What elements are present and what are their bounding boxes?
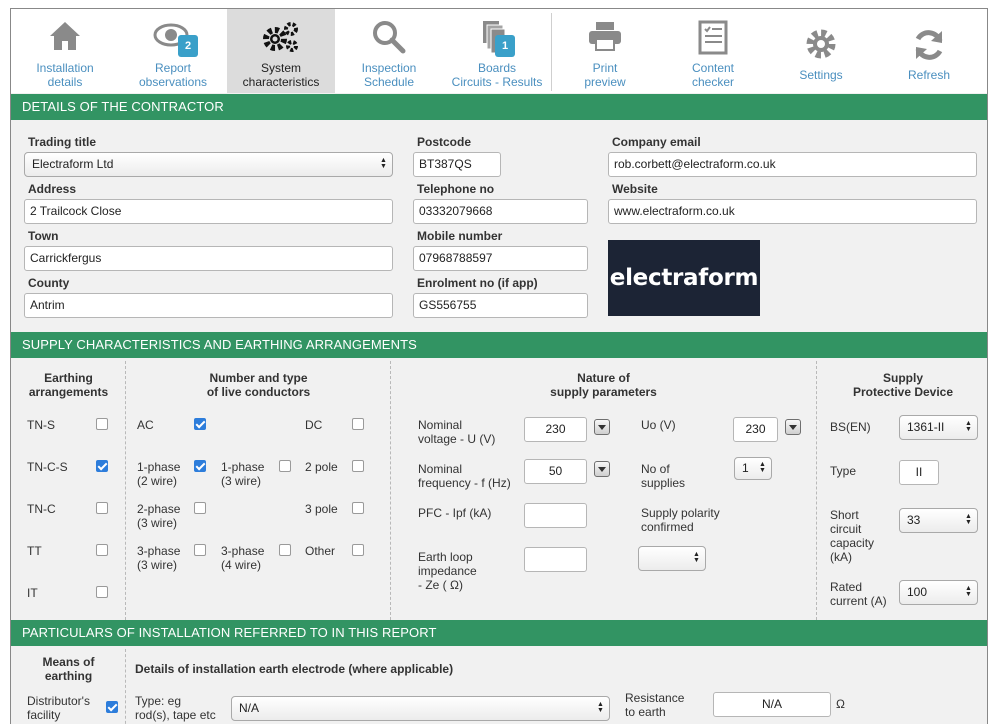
toolbar-label: Settings <box>799 68 843 82</box>
company-email-field[interactable]: rob.corbett@electraform.co.uk <box>608 152 977 177</box>
label-line: circuit <box>830 522 862 536</box>
toolbar-refresh[interactable] <box>875 9 983 93</box>
one-phase-two-wire-label <box>137 460 180 488</box>
divider <box>125 361 126 620</box>
toolbar-label: Refresh <box>907 68 951 82</box>
label-line: confirmed <box>641 520 694 534</box>
bs-en-value: 1361-II <box>907 420 945 434</box>
three-phase-three-wire-checkbox[interactable] <box>194 544 206 556</box>
earthing-tnc-label: TN-C <box>27 502 56 516</box>
trading-title-select[interactable] <box>24 152 393 177</box>
heading-line: Supply <box>882 371 923 385</box>
toolbar-label: System <box>260 61 301 75</box>
earth-electrode-heading: Details of installation earth electrode (where applicable) <box>135 662 454 676</box>
town-field[interactable]: Carrickfergus <box>24 246 393 271</box>
distributors-facility-checkbox[interactable] <box>106 701 118 713</box>
earthing-tnc-checkbox[interactable] <box>96 502 108 514</box>
website-label: Website <box>612 182 658 196</box>
label-line: (2 wire) <box>137 474 178 488</box>
label-line: (3 wire) <box>137 558 178 572</box>
label-line: (3 wire) <box>137 516 178 530</box>
rated-current-select[interactable] <box>899 580 978 605</box>
label-line: 1-phase <box>137 460 181 474</box>
nominal-frequency-dropdown-button[interactable] <box>594 461 610 477</box>
nominal-frequency-label <box>418 462 511 490</box>
toolbar-label: Inspection <box>361 61 417 75</box>
heading-line: Number and type <box>209 371 308 385</box>
uo-dropdown-button[interactable] <box>785 419 801 435</box>
supply-section-header: SUPPLY CHARACTERISTICS AND EARTHING ARRANGEMENTS <box>11 332 988 358</box>
toolbar-installation-details[interactable] <box>11 9 119 93</box>
select-arrows-icon: ▲ ▼ <box>693 551 700 564</box>
home-icon <box>11 19 119 59</box>
three-pole-label: 3 pole <box>305 502 338 516</box>
short-circuit-capacity-label <box>830 508 874 564</box>
enrolment-field[interactable]: GS556755 <box>413 293 588 318</box>
observations-count-badge: 2 <box>178 35 198 57</box>
contractor-section-header: DETAILS OF THE CONTRACTOR <box>11 94 988 120</box>
earthing-tt-checkbox[interactable] <box>96 544 108 556</box>
eye-icon <box>119 19 227 59</box>
divider <box>816 361 817 620</box>
two-pole-checkbox[interactable] <box>352 460 364 472</box>
dc-checkbox[interactable] <box>352 418 364 430</box>
telephone-field[interactable]: 03332079668 <box>413 199 588 224</box>
label-line: 3-phase <box>137 544 181 558</box>
toolbar-label: Report <box>154 61 192 75</box>
short-circuit-capacity-value: 33 <box>907 513 921 527</box>
heading-line: Nature of <box>577 371 630 385</box>
mobile-label: Mobile number <box>417 229 503 243</box>
label-line: capacity <box>830 536 875 550</box>
trading-title-label: Trading title <box>28 135 97 149</box>
nominal-frequency-field[interactable]: 50 <box>524 459 587 484</box>
toolbar-report-observations[interactable] <box>119 9 227 93</box>
ohm-unit-label: Ω <box>836 697 845 711</box>
main-toolbar <box>11 9 988 93</box>
gear-icon <box>767 27 875 67</box>
select-arrows-icon: ▲ ▼ <box>965 513 972 526</box>
mobile-field[interactable]: 07968788597 <box>413 246 588 271</box>
select-arrows-icon: ▲ ▼ <box>965 585 972 598</box>
toolbar-boards-circuits[interactable] <box>443 9 551 93</box>
printer-icon <box>551 19 659 59</box>
heading-line: earthing <box>44 669 93 683</box>
label-line: (4 wire) <box>221 558 262 572</box>
protective-device-heading <box>817 371 988 399</box>
label-line: 3-phase <box>221 544 265 558</box>
dc-label: DC <box>305 418 323 432</box>
label-line: Rated <box>830 580 863 594</box>
uo-label: Uo (V) <box>641 418 676 432</box>
toolbar-label: preview <box>584 75 626 89</box>
earthing-tncs-checkbox[interactable] <box>96 460 108 472</box>
nominal-voltage-dropdown-button[interactable] <box>594 419 610 435</box>
clipboard-icon <box>659 19 767 59</box>
supply-polarity-select[interactable] <box>638 546 706 571</box>
earthing-tns-label: TN-S <box>27 418 55 432</box>
telephone-label: Telephone no <box>417 182 495 196</box>
label-line: frequency - f (Hz) <box>418 476 511 490</box>
means-of-earthing-heading <box>11 655 126 683</box>
toolbar-label: Schedule <box>363 75 415 89</box>
trading-title-value: Electraform Ltd <box>32 157 114 171</box>
two-phase-three-wire-label <box>137 502 180 530</box>
label-line: Short <box>830 508 859 522</box>
one-phase-three-wire-label <box>221 460 264 488</box>
earthing-it-label: IT <box>27 586 38 600</box>
toolbar-label: Installation <box>36 61 94 75</box>
label-line: Resistance <box>625 691 685 705</box>
toolbar-label: characteristics <box>242 75 320 89</box>
boards-count-badge: 1 <box>495 35 515 57</box>
label-line: Nominal <box>418 418 463 432</box>
heading-line: supply parameters <box>550 385 657 399</box>
pfc-label: PFC - Ipf (kA) <box>418 506 492 520</box>
one-phase-two-wire-checkbox[interactable] <box>194 460 206 472</box>
toolbar-label: Circuits - Results <box>451 75 543 89</box>
no-of-supplies-label <box>641 462 685 490</box>
address-label: Address <box>28 182 77 196</box>
county-field[interactable]: Antrim <box>24 293 393 318</box>
three-phase-four-wire-label <box>221 544 264 572</box>
website-field[interactable]: www.electraform.co.uk <box>608 199 977 224</box>
select-arrows-icon: ▲ ▼ <box>965 420 972 433</box>
distributors-facility-label <box>27 694 90 722</box>
earthing-arrangements-heading <box>11 371 126 399</box>
resistance-to-earth-label <box>625 691 684 719</box>
particulars-section-header: PARTICULARS OF INSTALLATION REFERRED TO IN THIS REPORT <box>11 620 988 646</box>
label-line: - Ze ( Ω) <box>418 578 463 592</box>
label-line: Earth loop <box>418 550 473 564</box>
label-line: rod(s), tape etc <box>135 708 216 722</box>
label-line: (3 wire) <box>221 474 262 488</box>
device-type-label: Type <box>830 464 857 478</box>
toolbar-label: checker <box>691 75 735 89</box>
no-of-supplies-value: 1 <box>742 461 749 475</box>
toolbar-settings[interactable] <box>767 9 875 93</box>
county-label: County <box>28 276 70 290</box>
ac-checkbox[interactable] <box>194 418 206 430</box>
select-arrows-icon: ▲ ▼ <box>380 157 387 170</box>
earthing-it-checkbox[interactable] <box>96 586 108 598</box>
three-phase-three-wire-label <box>137 544 180 572</box>
label-line: Supply polarity <box>641 506 720 520</box>
supply-polarity-label <box>641 506 720 534</box>
earth-loop-impedance-label <box>418 550 477 592</box>
label-line: voltage - U (V) <box>418 432 496 446</box>
two-phase-three-wire-checkbox[interactable] <box>194 502 206 514</box>
heading-line: arrangements <box>28 385 109 399</box>
label-line: No of <box>641 462 670 476</box>
address-field[interactable]: 2 Trailcock Close <box>24 199 393 224</box>
supply-parameters-heading <box>391 371 816 399</box>
select-arrows-icon: ▲ ▼ <box>597 701 604 714</box>
postcode-field[interactable]: BT387QS <box>413 152 501 177</box>
other-checkbox[interactable] <box>352 544 364 556</box>
no-of-supplies-select[interactable] <box>734 457 772 480</box>
toolbar-print-preview[interactable] <box>551 9 659 93</box>
three-pole-checkbox[interactable] <box>352 502 364 514</box>
device-type-field[interactable]: II <box>899 460 939 485</box>
earthing-tns-checkbox[interactable] <box>96 418 108 430</box>
label-line: (kA) <box>830 550 852 564</box>
label-line: 1-phase <box>221 460 265 474</box>
town-label: Town <box>28 229 59 243</box>
select-arrows-icon: ▲ ▼ <box>759 461 766 474</box>
toolbar-label: details <box>47 75 83 89</box>
toolbar-content-checker[interactable] <box>659 9 767 93</box>
label-line: Type: eg <box>135 694 182 708</box>
label-line: current (A) <box>830 594 887 608</box>
pfc-field[interactable] <box>524 503 587 528</box>
heading-line: of live conductors <box>206 385 311 399</box>
earth-loop-impedance-field[interactable] <box>524 547 587 572</box>
nominal-voltage-label <box>418 418 495 446</box>
divider <box>390 361 391 620</box>
toolbar-label: Boards <box>477 61 517 75</box>
earthing-tt-label: TT <box>27 544 42 558</box>
toolbar-inspection-schedule[interactable] <box>335 9 443 93</box>
electrode-type-label <box>135 694 216 722</box>
label-line: 2-phase <box>137 502 181 516</box>
bs-en-label: BS(EN) <box>830 420 871 434</box>
electrode-type-value: N/A <box>239 701 260 715</box>
toolbar-system-characteristics[interactable] <box>227 9 335 93</box>
short-circuit-capacity-select[interactable] <box>899 508 978 533</box>
rated-current-label <box>830 580 887 608</box>
ac-label: AC <box>137 418 154 432</box>
toolbar-label: Content <box>691 61 735 75</box>
bs-en-select[interactable] <box>899 415 978 440</box>
rated-current-value: 100 <box>907 585 928 599</box>
two-pole-label: 2 pole <box>305 460 338 474</box>
enrolment-label: Enrolment no (if app) <box>417 276 538 290</box>
heading-line: Earthing <box>44 371 93 385</box>
magnifier-icon <box>335 19 443 59</box>
label-line: to earth <box>625 705 666 719</box>
three-phase-four-wire-checkbox[interactable] <box>279 544 291 556</box>
electrode-type-select[interactable] <box>231 696 610 721</box>
live-conductors-heading <box>126 371 391 399</box>
label-line: impedance <box>418 564 477 578</box>
uo-field[interactable]: 230 <box>733 417 778 442</box>
label-line: supplies <box>641 476 686 490</box>
label-line: Nominal <box>418 462 463 476</box>
label-line: facility <box>27 708 61 722</box>
gears-icon <box>227 19 335 59</box>
toolbar-label: observations <box>138 75 208 89</box>
earthing-tncs-label: TN-C-S <box>27 460 68 474</box>
other-label: Other <box>305 544 336 558</box>
company-email-label: Company email <box>612 135 701 149</box>
resistance-to-earth-field[interactable]: N/A <box>713 692 831 717</box>
label-line: Distributor's <box>27 694 90 708</box>
postcode-label: Postcode <box>417 135 472 149</box>
app-window <box>10 8 988 724</box>
refresh-icon <box>875 27 983 67</box>
heading-line: Means of <box>42 655 95 669</box>
nominal-voltage-field[interactable]: 230 <box>524 417 587 442</box>
heading-line: Protective Device <box>852 385 954 399</box>
toolbar-label: Print <box>592 61 618 75</box>
one-phase-three-wire-checkbox[interactable] <box>279 460 291 472</box>
company-logo: electraform <box>608 240 760 316</box>
